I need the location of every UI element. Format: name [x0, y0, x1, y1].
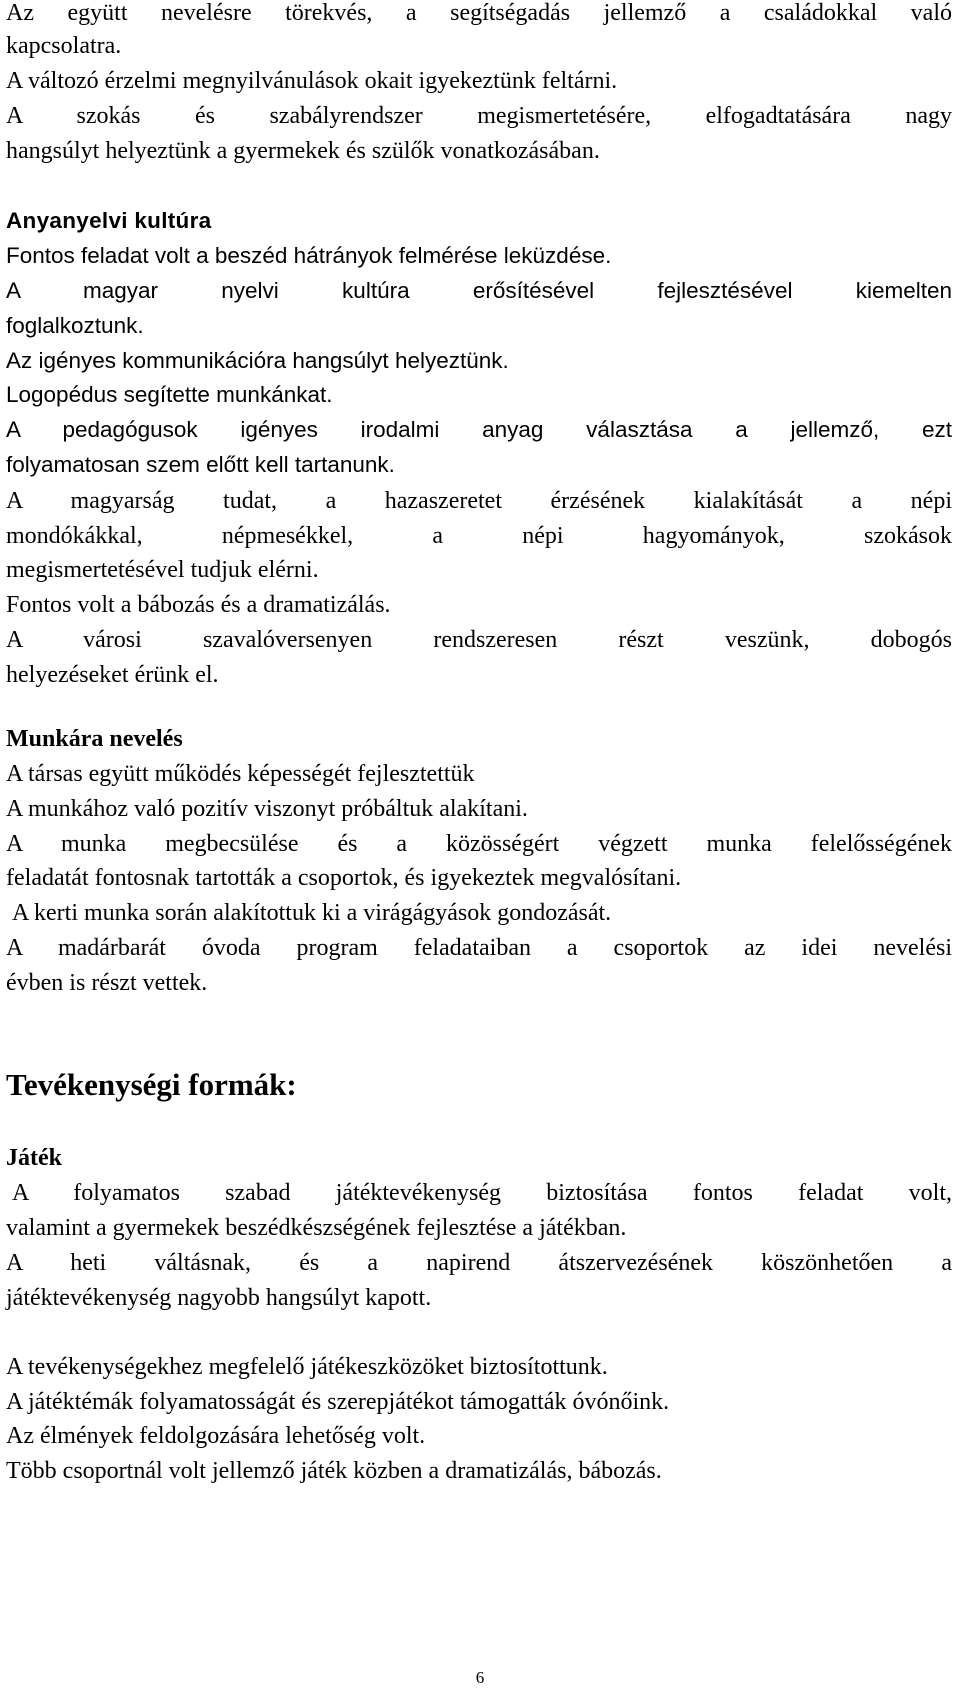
page-number: 6: [475, 1668, 485, 1687]
section-heading-anyanyelvi: Anyanyelvi kultúra: [6, 208, 212, 233]
paragraph-line: megismertetésével tudjuk elérni.: [6, 557, 319, 583]
paragraph-line: foglalkoztunk.: [6, 313, 144, 338]
section-heading-munkara: Munkára nevelés: [6, 726, 183, 752]
intro-line: kapcsolatra.: [6, 33, 122, 59]
intro-line: hangsúlyt helyeztünk a gyermekek és szülők vonatkozásában.: [6, 138, 600, 164]
paragraph-line: helyezéseket érünk el.: [6, 662, 219, 688]
paragraph-line: A heti váltásnak, és a napirend átszervezésének köszönhetően a: [6, 1250, 952, 1276]
paragraph-line: Fontos feladat volt a beszéd hátrányok felmérése leküzdése.: [6, 243, 612, 268]
paragraph-line: játéktevékenység nagyobb hangsúlyt kapott.: [6, 1285, 432, 1311]
paragraph-line: A madárbarát óvoda program feladataiban a csoportok az idei nevelési: [6, 935, 952, 961]
section-heading-tevekenysegi: Tevékenységi formák:: [6, 1067, 297, 1102]
paragraph-line: évben is részt vettek.: [6, 970, 208, 996]
paragraph-line: Az igényes kommunikációra hangsúlyt helyeztünk.: [6, 348, 509, 373]
paragraph-line: A kerti munka során alakítottuk ki a virágágyások gondozását.: [12, 900, 612, 926]
paragraph-line: mondókákkal, népmesékkel, a népi hagyományok, szokások: [6, 523, 952, 549]
paragraph-line: A pedagógusok igényes irodalmi anyag választása a jellemző, ezt: [6, 417, 952, 442]
paragraph-line: Az élmények feldolgozására lehetőség volt.: [6, 1423, 426, 1449]
paragraph-line: A magyarság tudat, a hazaszeretet érzésének kialakítását a népi: [6, 488, 952, 514]
paragraph-line: A folyamatos szabad játéktevékenység biztosítása fontos feladat volt,: [12, 1180, 952, 1206]
intro-line: Az együtt nevelésre törekvés, a segítségadás jellemző a családokkal való: [6, 0, 952, 26]
subheading-jatek: Játék: [6, 1145, 62, 1171]
paragraph-line: A tevékenységekhez megfelelő játékeszközöket biztosítottunk.: [6, 1354, 608, 1380]
paragraph-line: Logopédus segítette munkánkat.: [6, 382, 333, 407]
paragraph-line: A társas együtt működés képességét fejlesztettük: [6, 761, 475, 787]
intro-line: A változó érzelmi megnyilvánulások okait igyekeztünk feltárni.: [6, 68, 618, 94]
paragraph-line: valamint a gyermekek beszédkészségének fejlesztése a játékban.: [6, 1215, 627, 1241]
paragraph-line: folyamatosan szem előtt kell tartanunk.: [6, 452, 395, 477]
paragraph-line: A munkához való pozitív viszonyt próbáltuk alakítani.: [6, 796, 528, 822]
paragraph-line: Fontos volt a bábozás és a dramatizálás.: [6, 592, 391, 618]
paragraph-line: feladatát fontosnak tartották a csoportok, és igyekeztek megvalósítani.: [6, 865, 682, 891]
paragraph-line: Több csoportnál volt jellemző játék közben a dramatizálás, bábozás.: [6, 1458, 662, 1484]
intro-line: A szokás és szabályrendszer megismertetésére, elfogadtatására nagy: [6, 103, 952, 129]
paragraph-line: A munka megbecsülése és a közösségért végzett munka felelősségének: [6, 831, 952, 857]
paragraph-line: A magyar nyelvi kultúra erősítésével fejlesztésével kiemelten: [6, 278, 952, 303]
paragraph-line: A városi szavalóversenyen rendszeresen részt veszünk, dobogós: [6, 627, 952, 653]
paragraph-line: A játéktémák folyamatosságát és szerepjátékot támogatták óvónőink.: [6, 1389, 670, 1415]
